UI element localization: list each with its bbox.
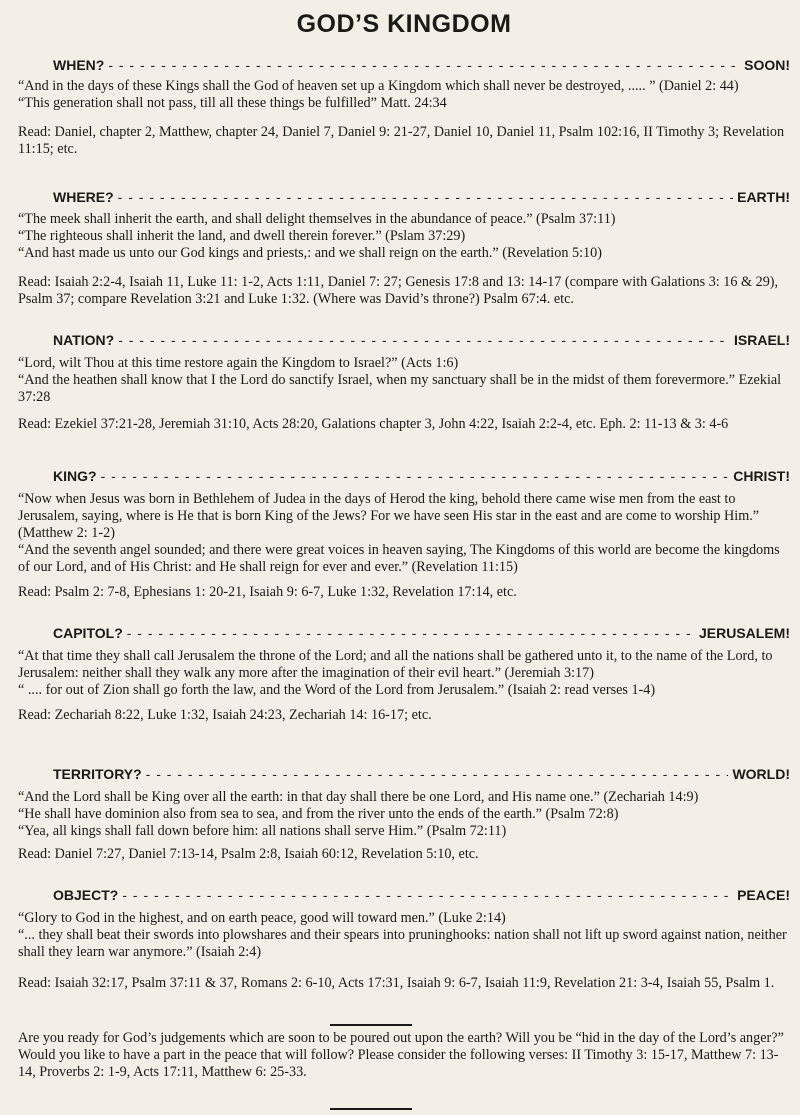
- scripture-quote: “And the Lord shall be King over all the earth: in that day shall there be one Lord, and His name one.” (Zechariah 14:9): [18, 789, 699, 805]
- read-references: Read: Zechariah 8:22, Luke 1:32, Isaiah 24:23, Zechariah 14: 16-17; etc.: [18, 707, 432, 723]
- document-page: [18, 0, 790, 1080]
- section-king: [18, 467, 790, 601]
- scripture-quote: “The righteous shall inherit the land, and dwell therein forever.” (Pslam 37:29): [18, 228, 466, 244]
- heading-answer: WORLD!: [732, 766, 790, 782]
- divider-rule: [330, 1108, 412, 1110]
- read-references: Read: Daniel, chapter 2, Matthew, chapter 24, Daniel 7, Daniel 9: 21-27, Daniel 10, Daniel 11, Psalm 102:16, II Timothy 3; Revelation 11:15; etc.: [18, 124, 785, 157]
- heading-answer: CHRIST!: [733, 468, 790, 484]
- heading-answer: ISRAEL!: [734, 332, 790, 348]
- section-heading: [53, 331, 790, 349]
- read-references: Read: Isaiah 32:17, Psalm 37:11 & 37, Romans 2: 6-10, Acts 17:31, Isaiah 9: 6-7, Isaiah 11:9, Revelation 21: 3-4, Isaiah 55, Psalm 1.: [18, 975, 775, 991]
- section-heading: [53, 56, 790, 74]
- heading-dash-leader: [122, 886, 733, 904]
- scripture-quote: “ .... for out of Zion shall go forth the law, and the Word of the Lord from Jerusalem.” (Isaiah 2: read verses 1-4): [18, 682, 656, 698]
- section-heading: [53, 624, 790, 642]
- section-nation: [18, 331, 790, 433]
- section-heading: [53, 886, 790, 904]
- section-where: [18, 188, 790, 308]
- scripture-quote: “He shall have dominion also from sea to sea, and from the river unto the ends of the earth.” (Psalm 72:8): [18, 806, 619, 822]
- page-title: GOD’S KINGDOM: [296, 10, 512, 38]
- heading-question: WHEN?: [53, 57, 105, 73]
- scripture-quote: “Now when Jesus was born in Bethlehem of Judea in the days of Herod the king, behold there came wise men from the east to Jerusalem, saying, where is He that is born King of the Jews? For we have seen His star in the east and are come to worship Him.” (Matthew 2: 1-2): [18, 491, 760, 541]
- heading-dash-leader: [146, 765, 729, 783]
- heading-question: TERRITORY?: [53, 766, 142, 782]
- heading-answer: EARTH!: [737, 189, 790, 205]
- scripture-quote: “At that time they shall call Jerusalem the throne of the Lord; and all the nations shall be gathered unto it, to the name of the Lord, to Jerusalem: neither shall they walk any more after the imagination of their evil heart.” (Jeremiah 3:17): [18, 648, 773, 681]
- read-references: Read: Psalm 2: 7-8, Ephesians 1: 20-21, Isaiah 9: 6-7, Luke 1:32, Revelation 17:14, etc.: [18, 584, 517, 600]
- section-capitol: [18, 624, 790, 724]
- divider-rule: [330, 1024, 412, 1026]
- scripture-quote: “Lord, wilt Thou at this time restore again the Kingdom to Israel?” (Acts 1:6): [18, 355, 459, 371]
- heading-dash-leader: [101, 467, 730, 485]
- scripture-quote: “This generation shall not pass, till all these things be fulfilled” Matt. 24:34: [18, 95, 447, 111]
- section-when: [18, 56, 790, 158]
- heading-dash-leader: [127, 624, 695, 642]
- scripture-quote: “And hast made us unto our God kings and priests,: and we shall reign on the earth.” (Revelation 5:10): [18, 245, 602, 261]
- section-territory: [18, 765, 790, 863]
- heading-dash-leader: [108, 56, 740, 74]
- scripture-quote: “The meek shall inherit the earth, and shall delight themselves in the abundance of peace.” (Psalm 37:11): [18, 211, 616, 227]
- heading-question: OBJECT?: [53, 887, 119, 903]
- section-heading: [53, 467, 790, 485]
- scripture-quote: “... they shall beat their swords into plowshares and their spears into pruninghooks: nation shall not lift up sword against nation, neither shall they learn war anymore.” (Isaiah 2:4): [18, 927, 787, 960]
- section-heading: [53, 188, 790, 206]
- heading-answer: SOON!: [744, 57, 790, 73]
- heading-question: NATION?: [53, 332, 115, 348]
- scripture-quote: “And the seventh angel sounded; and there were great voices in heaven saying, The Kingdoms of this world are become the kingdoms of our Lord, and of His Christ: and He shall reign for ever and ever.” (Revelation 11:15): [18, 542, 780, 575]
- scripture-quote: “And the heathen shall know that I the Lord do sanctify Israel, when my sanctuary shall be in the midst of them forevermore.” Ezekial 37:28: [18, 372, 782, 405]
- heading-dash-leader: [118, 188, 733, 206]
- read-references: Read: Isaiah 2:2-4, Isaiah 11, Luke 11: 1-2, Acts 1:11, Daniel 7: 27; Genesis 17:8 and 13: 14-17 (compare with Galations 3: 16 & 29), Psalm 37; compare Revelation 3:21 and Luke 1:32. (Where was David’s throne?) Psalm 67:4. etc.: [18, 274, 779, 307]
- heading-dash-leader: [118, 331, 730, 349]
- heading-answer: PEACE!: [737, 887, 790, 903]
- section-heading: [53, 765, 790, 783]
- heading-question: KING?: [53, 468, 97, 484]
- scripture-quote: “Yea, all kings shall fall down before him: all nations shall serve Him.” (Psalm 72:11): [18, 823, 507, 839]
- section-object: [18, 886, 790, 992]
- closing-paragraph: Are you ready for God’s judgements which are soon to be poured out upon the earth? Will you be “hid in the day of the Lord’s anger?” Would you like to have a part in the peace that will follow? Please consider the following verses: II Timothy 3: 15-17, Matthew 7: 13-14, Proverbs 2: 1-9, Acts 17:11, Matthew 6: 25-33.: [18, 1030, 784, 1080]
- heading-question: CAPITOL?: [53, 625, 123, 641]
- read-references: Read: Ezekiel 37:21-28, Jeremiah 31:10, Acts 28:20, Galations chapter 3, John 4:22, Isaiah 2:2-4, etc. Eph. 2: 11-13 & 3: 4-6: [18, 416, 729, 432]
- scripture-quote: “And in the days of these Kings shall the God of heaven set up a Kingdom which shall never be destroyed, ..... ” (Daniel 2: 44): [18, 78, 739, 94]
- heading-answer: JERUSALEM!: [698, 625, 790, 641]
- scripture-quote: “Glory to God in the highest, and on earth peace, good will toward men.” (Luke 2:14): [18, 910, 506, 926]
- heading-question: WHERE?: [53, 189, 114, 205]
- read-references: Read: Daniel 7:27, Daniel 7:13-14, Psalm 2:8, Isaiah 60:12, Revelation 5:10, etc.: [18, 846, 479, 862]
